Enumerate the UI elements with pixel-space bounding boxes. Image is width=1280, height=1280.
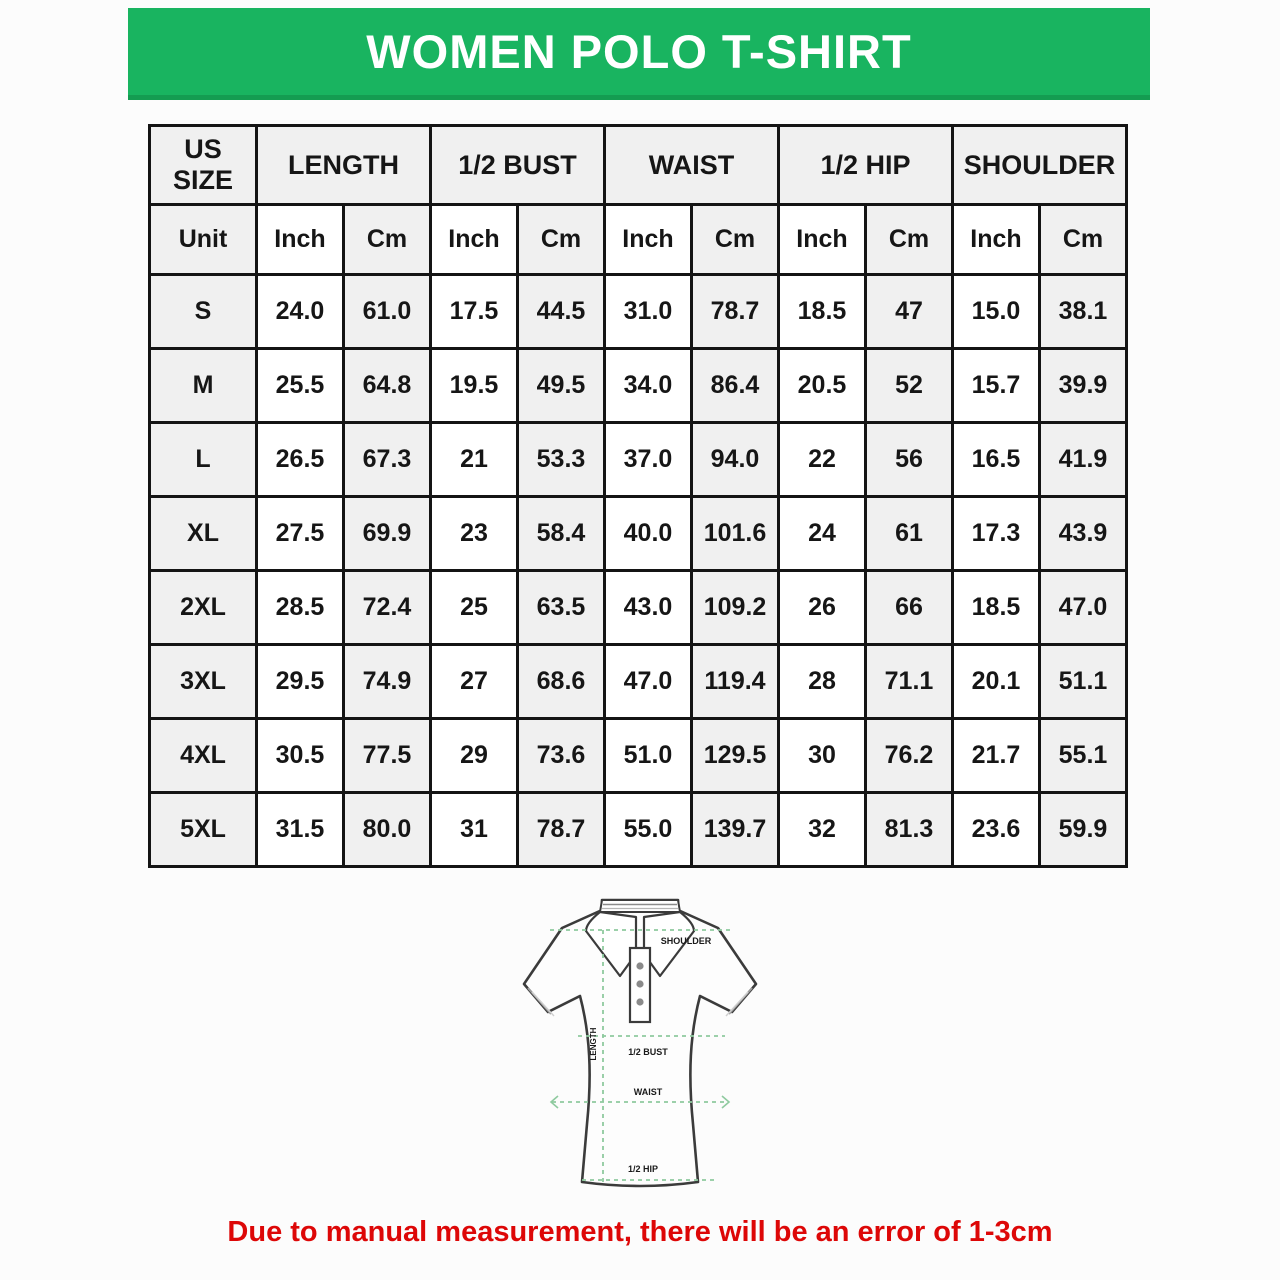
table-row-s <box>150 275 1127 349</box>
value-cell: 56 <box>866 423 953 497</box>
table-row-l <box>150 423 1127 497</box>
value-cell: 26 <box>779 571 866 645</box>
value-cell: 30 <box>779 719 866 793</box>
value-cell: 26.5 <box>257 423 344 497</box>
unit-cell: Inch <box>779 205 866 275</box>
value-cell: 64.8 <box>344 349 431 423</box>
value-cell: 34.0 <box>605 349 692 423</box>
value-cell: 17.3 <box>953 497 1040 571</box>
value-cell: 21 <box>431 423 518 497</box>
value-cell: 24 <box>779 497 866 571</box>
value-cell: 21.7 <box>953 719 1040 793</box>
value-cell: 41.9 <box>1040 423 1127 497</box>
value-cell: 23 <box>431 497 518 571</box>
value-cell: 27 <box>431 645 518 719</box>
size-cell: L <box>150 423 257 497</box>
table-row-5xl <box>150 793 1127 867</box>
polo-shirt-illustration <box>490 884 790 1206</box>
value-cell: 119.4 <box>692 645 779 719</box>
value-cell: 61.0 <box>344 275 431 349</box>
value-cell: 139.7 <box>692 793 779 867</box>
size-cell: 3XL <box>150 645 257 719</box>
value-cell: 43.0 <box>605 571 692 645</box>
collar-back-band <box>600 900 680 912</box>
value-cell: 73.6 <box>518 719 605 793</box>
value-cell: 20.1 <box>953 645 1040 719</box>
unit-cell: Cm <box>518 205 605 275</box>
value-cell: 66 <box>866 571 953 645</box>
value-cell: 76.2 <box>866 719 953 793</box>
waist-label: WAIST <box>633 1087 663 1097</box>
unit-cell: Cm <box>866 205 953 275</box>
value-cell: 20.5 <box>779 349 866 423</box>
button-3 <box>636 998 643 1005</box>
size-chart-table <box>148 124 1128 868</box>
value-cell: 22 <box>779 423 866 497</box>
table-row-xl <box>150 497 1127 571</box>
table-row-3xl <box>150 645 1127 719</box>
value-cell: 30.5 <box>257 719 344 793</box>
unit-cell: Inch <box>257 205 344 275</box>
value-cell: 55.1 <box>1040 719 1127 793</box>
button-1 <box>636 962 643 969</box>
value-cell: 29.5 <box>257 645 344 719</box>
unit-cell: Cm <box>692 205 779 275</box>
value-cell: 81.3 <box>866 793 953 867</box>
value-cell: 80.0 <box>344 793 431 867</box>
column-group-header-1-2-hip: 1/2 HIP <box>779 126 953 205</box>
value-cell: 77.5 <box>344 719 431 793</box>
polo-shirt-diagram <box>490 884 790 1206</box>
value-cell: 23.6 <box>953 793 1040 867</box>
value-cell: 101.6 <box>692 497 779 571</box>
size-cell: XL <box>150 497 257 571</box>
table-row-2xl <box>150 571 1127 645</box>
value-cell: 61 <box>866 497 953 571</box>
value-cell: 19.5 <box>431 349 518 423</box>
value-cell: 25.5 <box>257 349 344 423</box>
value-cell: 69.9 <box>344 497 431 571</box>
value-cell: 38.1 <box>1040 275 1127 349</box>
value-cell: 15.7 <box>953 349 1040 423</box>
value-cell: 59.9 <box>1040 793 1127 867</box>
value-cell: 109.2 <box>692 571 779 645</box>
title-banner <box>128 8 1150 100</box>
value-cell: 63.5 <box>518 571 605 645</box>
value-cell: 74.9 <box>344 645 431 719</box>
size-cell: S <box>150 275 257 349</box>
column-group-header-waist: WAIST <box>605 126 779 205</box>
unit-cell: Inch <box>605 205 692 275</box>
column-group-header-us-size: US SIZE <box>150 126 257 205</box>
value-cell: 39.9 <box>1040 349 1127 423</box>
value-cell: 18.5 <box>953 571 1040 645</box>
column-group-header-shoulder: SHOULDER <box>953 126 1127 205</box>
unit-cell: Cm <box>344 205 431 275</box>
value-cell: 78.7 <box>518 793 605 867</box>
value-cell: 52 <box>866 349 953 423</box>
hip-label: 1/2 HIP <box>627 1164 659 1174</box>
value-cell: 67.3 <box>344 423 431 497</box>
column-group-header-length: LENGTH <box>257 126 431 205</box>
value-cell: 53.3 <box>518 423 605 497</box>
value-cell: 43.9 <box>1040 497 1127 571</box>
value-cell: 47.0 <box>1040 571 1127 645</box>
value-cell: 51.1 <box>1040 645 1127 719</box>
table-row-4xl <box>150 719 1127 793</box>
value-cell: 25 <box>431 571 518 645</box>
group-header-row <box>150 126 1127 205</box>
unit-cell: Inch <box>431 205 518 275</box>
shoulder-label: SHOULDER <box>660 936 712 946</box>
size-cell: 5XL <box>150 793 257 867</box>
value-cell: 68.6 <box>518 645 605 719</box>
size-cell: 4XL <box>150 719 257 793</box>
value-cell: 40.0 <box>605 497 692 571</box>
value-cell: 28.5 <box>257 571 344 645</box>
value-cell: 47.0 <box>605 645 692 719</box>
page-title: WOMEN POLO T-SHIRT <box>366 25 912 78</box>
value-cell: 55.0 <box>605 793 692 867</box>
value-cell: 71.1 <box>866 645 953 719</box>
value-cell: 28 <box>779 645 866 719</box>
value-cell: 51.0 <box>605 719 692 793</box>
value-cell: 31 <box>431 793 518 867</box>
value-cell: 47 <box>866 275 953 349</box>
value-cell: 32 <box>779 793 866 867</box>
value-cell: 27.5 <box>257 497 344 571</box>
value-cell: 78.7 <box>692 275 779 349</box>
value-cell: 29 <box>431 719 518 793</box>
size-cell: 2XL <box>150 571 257 645</box>
size-cell: M <box>150 349 257 423</box>
value-cell: 15.0 <box>953 275 1040 349</box>
shirt-body-outline <box>524 900 756 1186</box>
value-cell: 44.5 <box>518 275 605 349</box>
unit-cell: Inch <box>953 205 1040 275</box>
bust-label: 1/2 BUST <box>628 1047 668 1057</box>
unit-header-row <box>150 205 1127 275</box>
value-cell: 49.5 <box>518 349 605 423</box>
measurement-note: Due to manual measurement, there will be an error of 1-3cm <box>227 1216 1053 1248</box>
value-cell: 58.4 <box>518 497 605 571</box>
column-group-header-1-2-bust: 1/2 BUST <box>431 126 605 205</box>
value-cell: 31.5 <box>257 793 344 867</box>
value-cell: 72.4 <box>344 571 431 645</box>
value-cell: 16.5 <box>953 423 1040 497</box>
unit-label-cell: Unit <box>150 205 257 275</box>
value-cell: 18.5 <box>779 275 866 349</box>
value-cell: 86.4 <box>692 349 779 423</box>
value-cell: 31.0 <box>605 275 692 349</box>
value-cell: 24.0 <box>257 275 344 349</box>
value-cell: 17.5 <box>431 275 518 349</box>
value-cell: 94.0 <box>692 423 779 497</box>
value-cell: 129.5 <box>692 719 779 793</box>
length-label: LENGTH <box>589 1027 598 1061</box>
table-row-m <box>150 349 1127 423</box>
button-2 <box>636 980 643 987</box>
unit-cell: Cm <box>1040 205 1127 275</box>
value-cell: 37.0 <box>605 423 692 497</box>
